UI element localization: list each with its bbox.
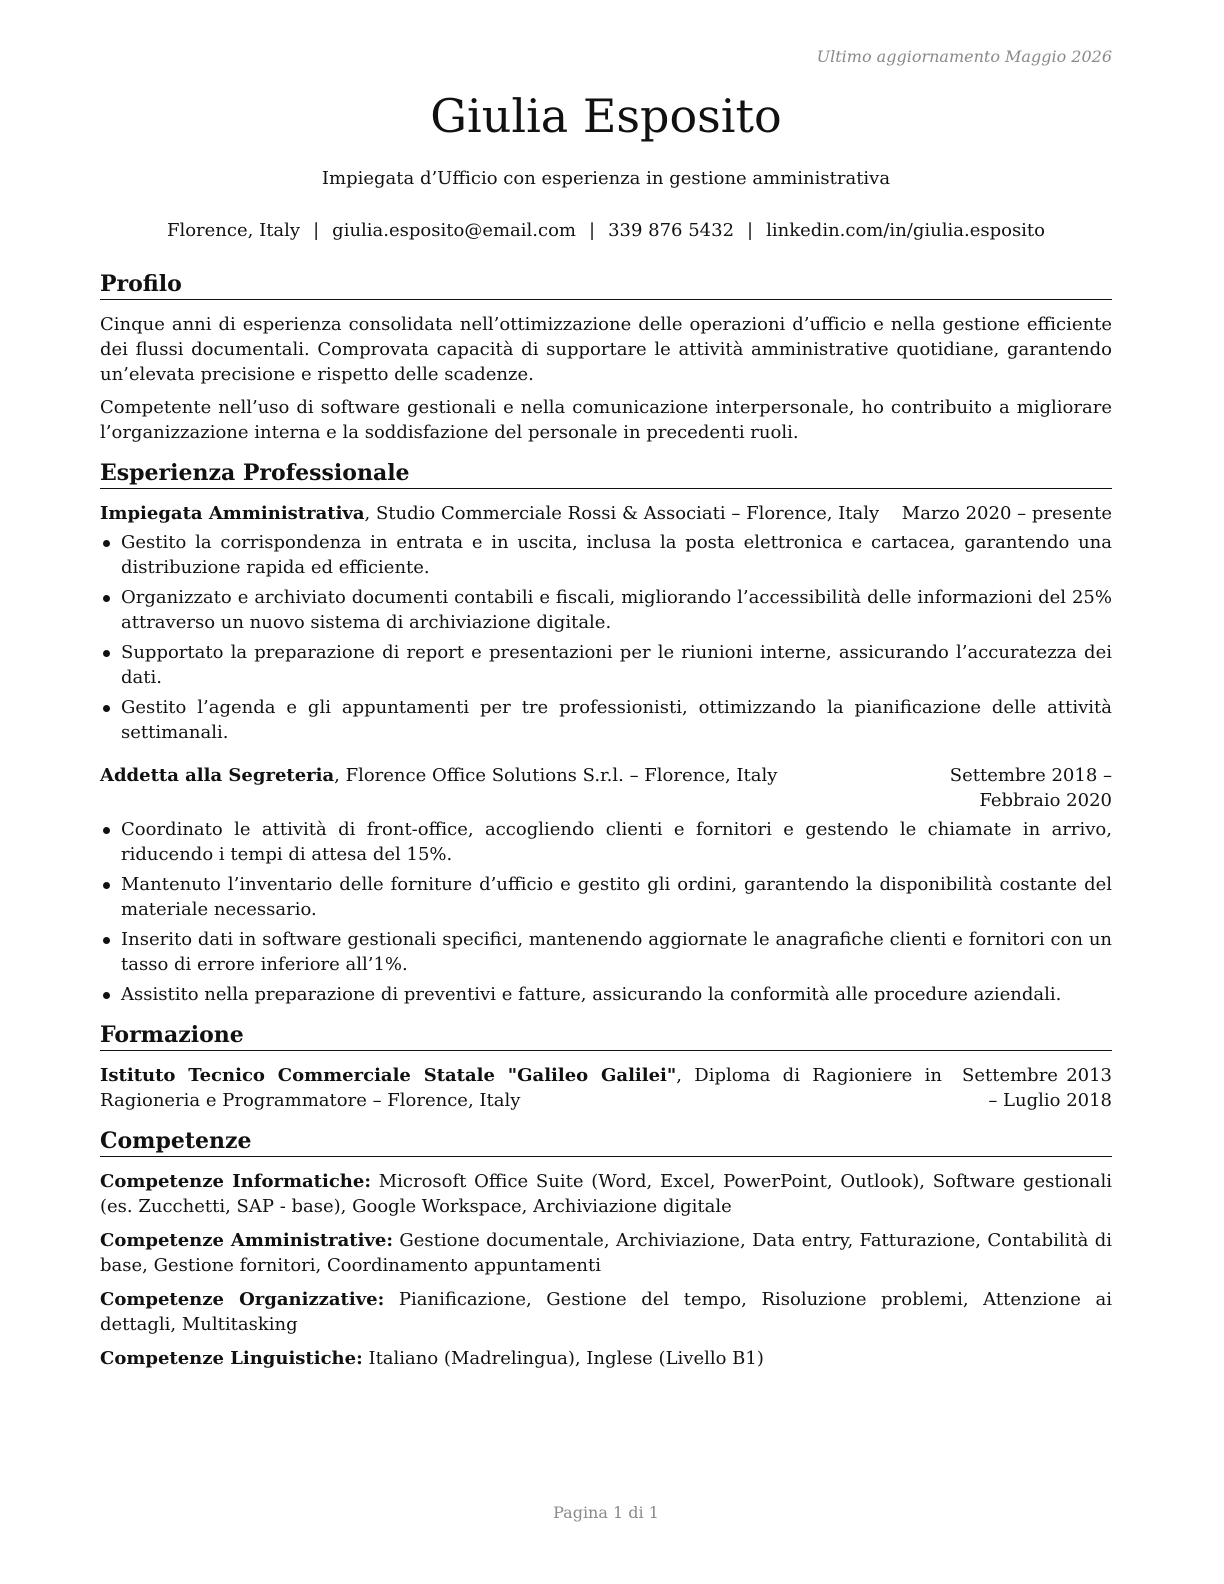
candidate-name: Giulia Esposito [430, 89, 782, 143]
job-role: Impiegata Amministrativa [100, 503, 365, 524]
list-item: Assistito nella preparazione di preventivi e fatture, assicurando la conformità alle procedure aziendali. [100, 982, 1112, 1007]
education-dates: Settembre 2013 – Luglio 2018 [962, 1065, 1112, 1111]
job-entry [100, 763, 1112, 1007]
section-title-experience: Esperienza Professionale [100, 459, 1112, 489]
last-updated: Ultimo aggiornamento Maggio 2026 [816, 47, 1112, 66]
job-dates: Settembre 2018 – Febbraio 2020 [949, 765, 1112, 811]
profile-paragraph: Cinque anni di esperienza consolidata nell’ottimizzazione delle operazioni d’ufficio e nella gestione efficiente dei flussi documentali. Comprovata capacità di supportare le attività amministrative quotidiane, garantendo un’elevata precisione e rispetto delle scadenze. [100, 314, 1112, 385]
job-company: , Studio Commerciale Rossi & Associati – Florence, Italy [364, 503, 880, 524]
job-title-line [100, 763, 872, 788]
job-header [100, 501, 1112, 526]
education-school: Istituto Tecnico Commerciale Statale "Galileo Galilei" [100, 1065, 677, 1086]
education-degree: , Diploma di Ragioniere in Ragioneria e Programmatore – Florence, Italy [100, 1065, 942, 1111]
skill-label: Competenze Organizzative: [100, 1289, 385, 1310]
job-role: Addetta alla Segreteria [100, 765, 335, 786]
skill-value: Italiano (Madrelingua), Inglese (Livello B1) [362, 1348, 764, 1369]
list-item: Gestito l’agenda e gli appuntamenti per tre professionisti, ottimizzando la pianificazione delle attività settimanali. [100, 695, 1112, 745]
list-item: Coordinato le attività di front-office, accogliendo clienti e fornitori e gestendo le chiamate in arrivo, riducendo i tempi di attesa del 15%. [100, 817, 1112, 867]
section-education [100, 1021, 1112, 1113]
skill-value: Gestione documentale, Archiviazione, Data entry, Fatturazione, Contabilità di base, Gestione fornitori, Coordinamento appuntamenti [100, 1230, 1112, 1276]
job-bullets [100, 530, 1112, 745]
job-company: , Florence Office Solutions S.r.l. – Florence, Italy [334, 765, 778, 786]
list-item: Gestito la corrispondenza in entrata e in uscita, inclusa la posta elettronica e cartacea, garantendo una distribuzione rapida ed efficiente. [100, 530, 1112, 580]
skill-line [100, 1287, 1112, 1337]
list-item: Inserito dati in software gestionali specifici, mantenendo aggiornate le anagrafiche clienti e fornitori con un tasso di errore inferiore all’1%. [100, 927, 1112, 977]
job-header [100, 763, 1112, 813]
list-item: Organizzato e archiviato documenti contabili e fiscali, migliorando l’accessibilità delle informazioni del 25% attraverso un nuovo sistema di archiviazione digitale. [100, 585, 1112, 635]
education-title-line [100, 1063, 962, 1113]
skill-label: Competenze Informatiche: [100, 1171, 371, 1192]
list-item: Supportato la preparazione di report e presentazioni per le riunioni interne, assicurando l’accuratezza dei dati. [100, 640, 1112, 690]
list-item: Mantenuto l’inventario delle forniture d’ufficio e gestito gli ordini, garantendo la disponibilità costante del materiale necessario. [100, 872, 1112, 922]
section-title-skills: Competenze [100, 1127, 1112, 1157]
skill-line [100, 1228, 1112, 1278]
skill-line [100, 1346, 1112, 1371]
resume-page [100, 0, 1112, 1584]
section-experience [100, 459, 1112, 1007]
skill-label: Competenze Amministrative: [100, 1230, 393, 1251]
skill-value: Microsoft Office Suite (Word, Excel, PowerPoint, Outlook), Software gestionali (es. Zucchetti, SAP - base), Google Workspace, Archiviazione digitale [100, 1171, 1112, 1217]
education-entry [100, 1063, 1112, 1113]
page-number: Pagina 1 di 1 [553, 1503, 659, 1522]
job-title-line [100, 501, 902, 526]
resume-content [100, 270, 1112, 1385]
job-dates: Marzo 2020 – presente [901, 503, 1112, 524]
job-entry [100, 501, 1112, 745]
skill-label: Competenze Linguistiche: [100, 1348, 363, 1369]
skill-value: Pianificazione, Gestione del tempo, Risoluzione problemi, Attenzione ai dettagli, Multitasking [100, 1289, 1112, 1335]
contact-phone: 339 876 5432 [608, 220, 735, 241]
contact-location: Florence, Italy [166, 220, 301, 241]
section-title-education: Formazione [100, 1021, 1112, 1051]
contact-linkedin[interactable]: linkedin.com/in/giulia.esposito [766, 220, 1046, 241]
section-profile [100, 270, 1112, 445]
section-title-profile: Profilo [100, 270, 1112, 300]
candidate-tagline: Impiegata d’Ufficio con esperienza in gestione amministrativa [321, 168, 891, 189]
contact-separator: | [313, 220, 320, 241]
skill-line [100, 1169, 1112, 1219]
contact-email[interactable]: giulia.esposito@email.com [332, 220, 576, 241]
contact-separator: | [589, 220, 596, 241]
contact-line [100, 218, 1112, 243]
section-skills [100, 1127, 1112, 1371]
job-bullets [100, 817, 1112, 1007]
contact-separator: | [747, 220, 754, 241]
profile-paragraph: Competente nell’uso di software gestionali e nella comunicazione interpersonale, ho contribuito a migliorare l’organizzazione interna e la soddisfazione del personale in precedenti ruoli. [100, 397, 1112, 443]
